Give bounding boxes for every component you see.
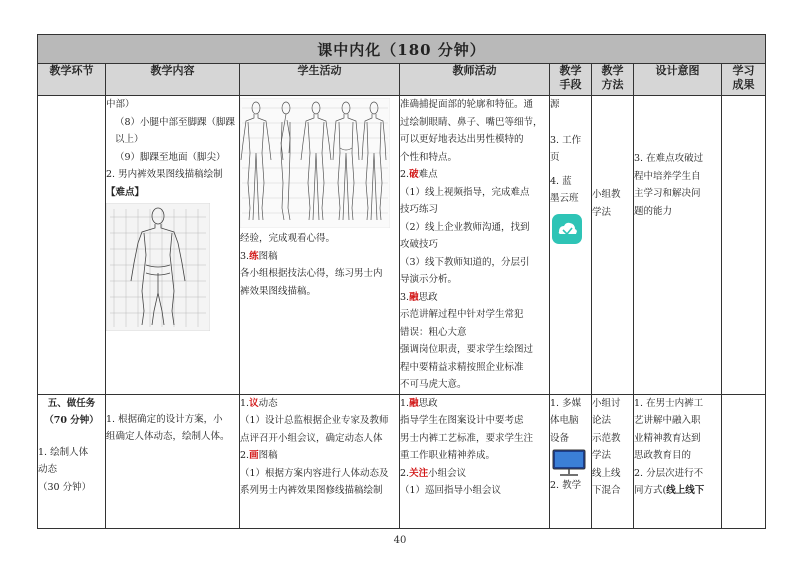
teaching-means-cell: 源 3. 工作 页 4. 蓝 墨云班 <box>550 96 592 395</box>
teacher-activity-cell: 准确捕捉面部的轮廓和特征。通 过绘制眼睛、鼻子、嘴巴等细节， 可以更好地表达出男性模特的 个性和特点。 2.破难点 （1）线上视频指导，完成难点 技巧练习 （2）线上企业教师沟通，找到 攻破技巧 （3）线下教师知道的，分层引 导演示分析。 3.融思政 示范讲解过程中针对学生常犯 错误：粗心大意 强调岗位职责，要求学生绘图过 程中要精益求精按照企业标准 不可马虎大意。 <box>400 96 550 395</box>
content-cell: 1. 根据确定的设计方案，小 组确定人体动态，绘制人体。 <box>106 394 240 528</box>
teaching-means-cell: 1. 多媒 体电脑 设备 2. 教学 <box>550 394 592 528</box>
table-row <box>38 96 766 395</box>
header-design-intent: 设计意图 <box>634 64 722 96</box>
content-cell: 中部） （8）小腿中部至脚踝（脚踝 以上） （9）脚踝至地面（脚尖） 2. 男内裤效果图线描稿绘制 【难点】 <box>106 96 240 395</box>
teaching-method-cell: 小组讨 论法 示范教 学法 线上线 下混合 <box>592 394 634 528</box>
design-intent-cell: 3. 在难点攻破过 程中培养学生自 主学习和解决问 题的能力 <box>634 96 722 395</box>
student-activity-cell: 经验，完成观看心得。 3.练图稿 各小组根据技法心得，练习男士内 裤效果图线描稿。 <box>240 96 400 395</box>
male-figure-turnaround-sketch <box>240 98 390 228</box>
smart-whiteboard-icon <box>552 449 586 477</box>
teaching-method-cell: 小组教 学法 <box>592 96 634 395</box>
table-row <box>38 394 766 528</box>
learning-result-cell <box>722 394 766 528</box>
header-stage: 教学环节 <box>38 64 106 96</box>
header-learning-result: 学习 成果 <box>722 64 766 96</box>
stage-cell-empty <box>38 96 106 395</box>
male-figure-sketch <box>106 203 210 331</box>
stage-cell: 五、做任务 （70 分钟） 1. 绘制人体 动态 （30 分钟） <box>38 394 106 528</box>
lesson-plan-table <box>37 34 766 529</box>
page-number: 40 <box>393 535 407 546</box>
student-activity-cell: 1.议动态 （1）设计总监根据企业专家及教师 点评召开小组会议，确定动态人体 2.画图稿 （1）根据方案内容进行人体动态及 系列男士内裤效果图修线描稿绘制 <box>240 394 400 528</box>
header-teaching-means: 教学 手段 <box>550 64 592 96</box>
blue-ink-cloud-class-icon <box>552 214 582 244</box>
section-title: 课中内化（180 分钟） <box>38 35 766 64</box>
learning-result-cell <box>722 96 766 395</box>
header-content: 教学内容 <box>106 64 240 96</box>
design-intent-cell: 1. 在男士内裤工 艺讲解中融入职 业精神教育达到 思政教育目的 2. 分层次进行不 同方式(线上线下 <box>634 394 722 528</box>
header-student-activity: 学生活动 <box>240 64 400 96</box>
header-teacher-activity: 教师活动 <box>400 64 550 96</box>
teacher-activity-cell: 1.融思政 指导学生在图案设计中要考虑 男士内裤工艺标准，要求学生注 重工作职业精神养成。 2.关注小组会议 （1）巡回指导小组会议 <box>400 394 550 528</box>
header-teaching-method: 教学 方法 <box>592 64 634 96</box>
